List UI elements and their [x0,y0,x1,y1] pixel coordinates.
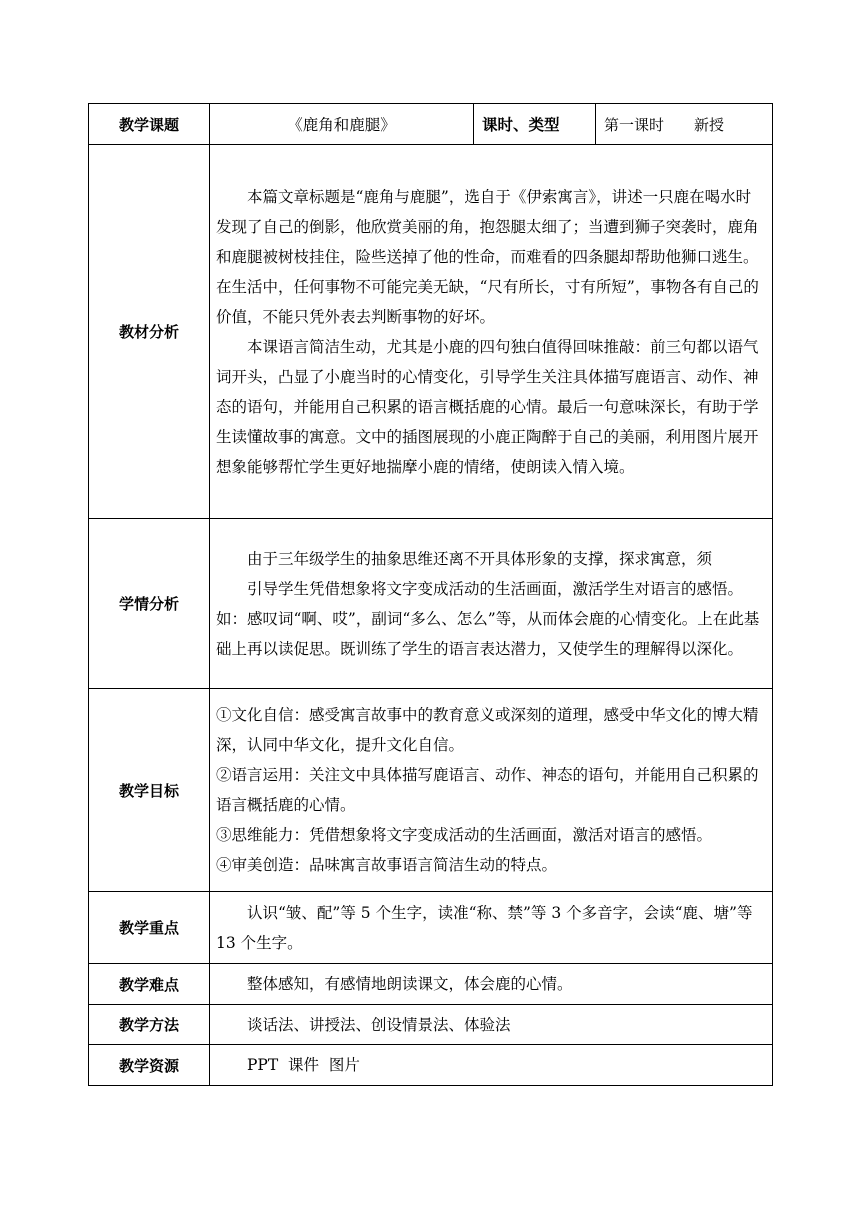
resources-text: PPT 课件 图片 [247,1056,360,1074]
lesson-title: 《鹿角和鹿腿》 [210,104,474,145]
header-row [89,104,773,145]
methods-text: 谈话法、讲授法、创设情景法、体验法 [247,1015,511,1034]
key-points-text: 认识“皱、配”等 5 个生字，读准“称、禁”等 3 个多音字，会读“鹿、塘”等 13 个生字。 [216,903,753,952]
goal-item-1: ①文化自信：感受寓言故事中的教育意义或深刻的道理，感受中华文化的博大精深，认同中华文化，提升文化自信。 [216,706,759,754]
resources-label: 教学资源 [89,1045,210,1086]
difficulties-content [210,964,773,1005]
student-analysis-content [210,519,773,689]
difficulties-label: 教学难点 [89,964,210,1005]
difficulties-row [89,964,773,1005]
resources-row [89,1045,773,1086]
methods-row [89,1005,773,1045]
key-points-row [89,892,773,964]
methods-content [210,1005,773,1045]
teaching-goals-label: 教学目标 [89,689,210,892]
student-paragraph-2: 引导学生凭借想象将文字变成活动的生活画面，激活学生对语言的感悟。如：感叹词“啊、哎”，副词“多么、怎么”等，从而体会鹿的心情变化。上在此基础上再以读促思。既训练了学生的语言表达潜力，又使学生的理解得以深化。 [216,579,760,658]
teaching-goals-row [89,689,773,892]
student-paragraph-1: 由于三年级学生的抽象思维还离不开具体形象的支撑，探求寓意，须 [247,549,713,568]
material-paragraph-1: 本篇文章标题是“鹿角与鹿腿”，选自于《伊索寓言》，讲述一只鹿在喝水时发现了自己的倒影，他欣赏美丽的角，抱怨腿太细了；当遭到狮子突袭时，鹿角和鹿腿被树枝挂住，险些送掉了他的性命，而难看的四条腿却帮助他狮口逃生。在生活中，任何事物不可能完美无缺，“尺有所长，寸有所短”，事物各有自己的价值，不能只凭外表去判断事物的好坏。 [216,187,759,326]
material-paragraph-2: 本课语言简洁生动，尤其是小鹿的四句独白值得回味推敲：前三句都以语气词开头，凸显了小鹿当时的心情变化，引导学生关注具体描写鹿语言、动作、神态的语句，并能用自己积累的语言概括鹿的心情。最后一句意味深长，有助于学生读懂故事的寓意。文中的插图展现的小鹿正陶醉于自己的美丽，利用图片展开想象能够帮忙学生更好地揣摩小鹿的情绪，使朗读入情入境。 [216,337,759,476]
teaching-goals-content [210,689,773,892]
key-points-content [210,892,773,964]
goal-item-3: ③思维能力：凭借想象将文字变成活动的生活画面，激活对语言的感悟。 [216,826,713,844]
lesson-plan-table [88,103,773,1086]
methods-label: 教学方法 [89,1005,210,1045]
goal-item-2: ②语言运用：关注文中具体描写鹿语言、动作、神态的语句，并能用自己积累的语言概括鹿的心情。 [216,766,759,814]
material-analysis-label: 教材分析 [89,145,210,519]
material-analysis-row [89,145,773,519]
material-analysis-content [210,145,773,519]
period-type-label: 课时、类型 [474,104,596,145]
resources-content [210,1045,773,1086]
period-type-value: 第一课时 新授 [596,104,773,145]
goal-item-4: ④审美创造：品味寓言故事语言简洁生动的特点。 [216,856,558,874]
topic-label: 教学课题 [89,104,210,145]
difficulties-text: 整体感知，有感情地朗读课文，体会鹿的心情。 [247,975,573,993]
student-analysis-label: 学情分析 [89,519,210,689]
student-analysis-row [89,519,773,689]
key-points-label: 教学重点 [89,892,210,964]
